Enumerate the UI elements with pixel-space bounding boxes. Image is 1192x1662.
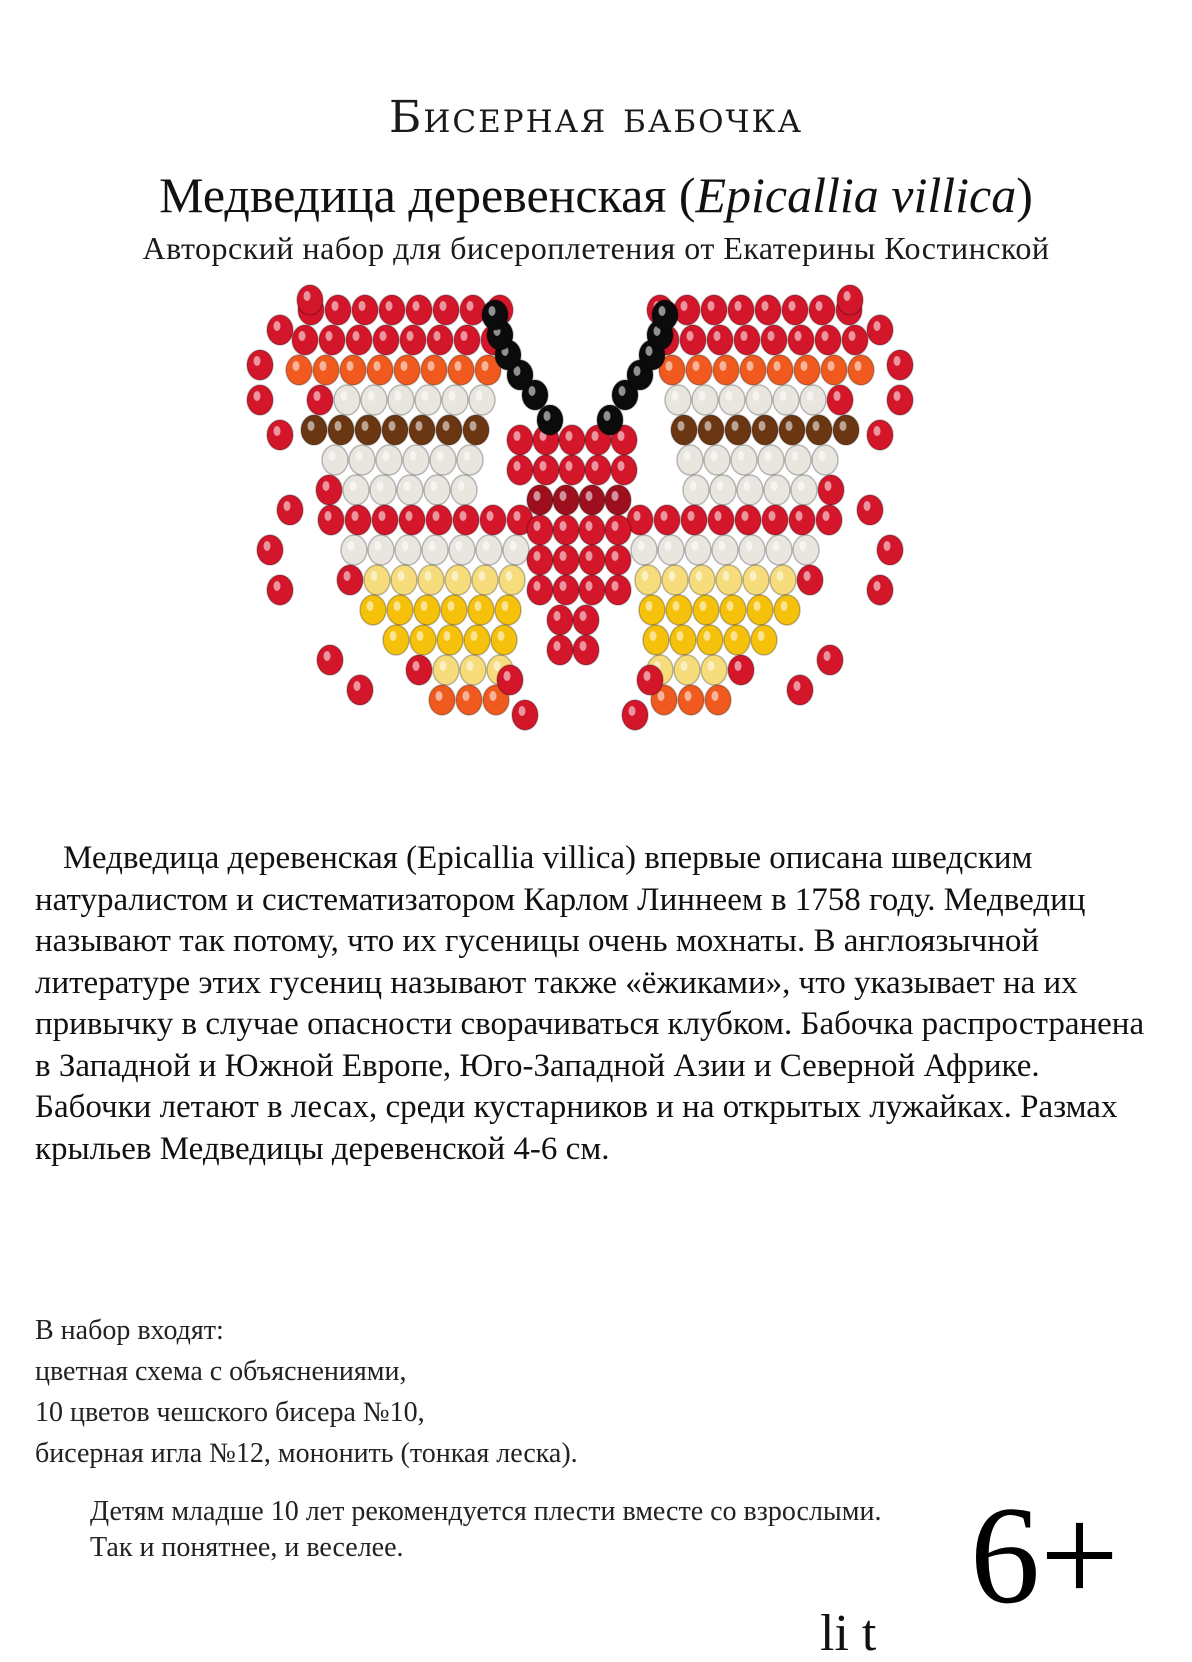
bead — [497, 665, 523, 695]
bead — [553, 485, 579, 515]
bead — [460, 655, 486, 685]
bead — [674, 655, 700, 685]
bead — [678, 685, 704, 715]
bead — [652, 300, 678, 330]
note-line: Детям младше 10 лет рекомендуется плести вместе со взрослыми. — [90, 1496, 882, 1527]
bead — [637, 665, 663, 695]
bead — [464, 625, 490, 655]
bead — [382, 415, 408, 445]
bead — [597, 405, 623, 435]
bead — [267, 575, 293, 605]
bead — [406, 655, 432, 685]
bead — [761, 325, 787, 355]
bead — [368, 535, 394, 565]
bead — [681, 505, 707, 535]
bead — [319, 325, 345, 355]
bead — [791, 475, 817, 505]
bead — [842, 325, 868, 355]
bead — [747, 595, 773, 625]
bead — [388, 385, 414, 415]
bead — [782, 295, 808, 325]
bead — [507, 455, 533, 485]
main-title — [0, 166, 1192, 224]
bead — [779, 415, 805, 445]
bead — [710, 475, 736, 505]
bead — [585, 455, 611, 485]
bead — [666, 595, 692, 625]
bead — [364, 565, 390, 595]
main-title-latin-name: Epicallia villica — [695, 167, 1017, 223]
bead — [527, 575, 553, 605]
bead — [379, 295, 405, 325]
decorative-title: Бисерная бабочка — [389, 92, 803, 143]
bead — [454, 325, 480, 355]
bead — [818, 475, 844, 505]
bead — [705, 685, 731, 715]
bead — [441, 595, 467, 625]
bead — [476, 535, 502, 565]
bead — [611, 455, 637, 485]
bead — [376, 445, 402, 475]
subtitle: Авторский набор для бисероплетения от Екатерины Костинской — [142, 230, 1050, 266]
bead — [394, 355, 420, 385]
bead — [457, 445, 483, 475]
bead — [267, 315, 293, 345]
bead — [442, 385, 468, 415]
bead — [355, 415, 381, 445]
bead — [527, 515, 553, 545]
bead — [328, 415, 354, 445]
bead — [751, 625, 777, 655]
bead — [662, 565, 688, 595]
bead — [373, 325, 399, 355]
bead — [527, 545, 553, 575]
bead — [665, 385, 691, 415]
bead — [292, 325, 318, 355]
age-recommendation-note — [90, 1494, 1070, 1566]
bead — [267, 420, 293, 450]
bead — [468, 595, 494, 625]
note-line: Так и понятнее, и веселее. — [90, 1532, 404, 1563]
bead — [547, 605, 573, 635]
bead — [654, 505, 680, 535]
bead — [764, 475, 790, 505]
bead — [360, 595, 386, 625]
bead — [800, 385, 826, 415]
bead — [837, 285, 863, 315]
bead — [406, 295, 432, 325]
bead — [480, 505, 506, 535]
bead — [685, 535, 711, 565]
bead — [701, 655, 727, 685]
bead — [680, 325, 706, 355]
bead — [451, 475, 477, 505]
bead — [512, 700, 538, 730]
kit-contents — [35, 1310, 1035, 1474]
bead — [692, 385, 718, 415]
bead — [867, 420, 893, 450]
bead — [677, 445, 703, 475]
bead — [318, 505, 344, 535]
bead — [370, 475, 396, 505]
bead — [579, 545, 605, 575]
kit-heading: В набор входят: — [35, 1315, 224, 1346]
bead — [463, 415, 489, 445]
bead — [728, 295, 754, 325]
bead — [809, 295, 835, 325]
bead — [731, 445, 757, 475]
bead — [247, 385, 273, 415]
bead — [507, 425, 533, 455]
bead — [693, 595, 719, 625]
bead — [573, 605, 599, 635]
bead — [415, 385, 441, 415]
bead — [816, 505, 842, 535]
bead — [579, 485, 605, 515]
bead — [728, 655, 754, 685]
bottom-cropped-text: li t — [820, 1605, 877, 1662]
bead — [579, 515, 605, 545]
bead — [793, 535, 819, 565]
bead — [395, 535, 421, 565]
bead — [697, 625, 723, 655]
bead — [797, 565, 823, 595]
kit-item: 10 цветов чешского бисера №10, — [35, 1397, 425, 1428]
description-paragraph: Медведица деревенская (Epicallia villica) впервые описана шведским натуралистом и систематизатором Карлом Линнеем в 1758 году. Медведиц называют так потому, что их гусеницы очень мохнаты. В англоязычной литературе этих гусениц называют также «ёжиками», что указывает на их привычку в случае опасности сворачиваться клубком. Бабочка распространена в Западной и Южной Европе, Юго-Западной Азии и Северной Африке. Бабочки летают в лесах, среди кустарников и на открытых лужайках. Размах крыльев Медведицы деревенской 4-6 см. — [35, 840, 1145, 1167]
bead — [877, 535, 903, 565]
bead — [579, 575, 605, 605]
bead — [456, 685, 482, 715]
bead — [787, 675, 813, 705]
bead — [867, 315, 893, 345]
bead — [553, 545, 579, 575]
bead — [433, 655, 459, 685]
bead — [762, 505, 788, 535]
bead — [743, 565, 769, 595]
bead — [622, 700, 648, 730]
bead — [789, 505, 815, 535]
bead — [720, 595, 746, 625]
bead — [397, 475, 423, 505]
bead — [686, 355, 712, 385]
bead — [701, 295, 727, 325]
bead — [821, 355, 847, 385]
bead — [559, 425, 585, 455]
bead — [414, 595, 440, 625]
bead — [774, 595, 800, 625]
bead — [725, 415, 751, 445]
bead — [313, 355, 339, 385]
bead — [827, 385, 853, 415]
bead — [573, 635, 599, 665]
bead — [559, 455, 585, 485]
age-rating-badge: 6+ — [970, 1478, 1119, 1633]
bead — [752, 415, 778, 445]
bead — [708, 505, 734, 535]
bead — [387, 595, 413, 625]
bead — [734, 325, 760, 355]
bead — [785, 445, 811, 475]
bead — [553, 515, 579, 545]
bead — [887, 350, 913, 380]
bead — [806, 415, 832, 445]
kit-item: цветная схема с объяснениями, — [35, 1356, 407, 1387]
bead — [307, 385, 333, 415]
bead — [857, 495, 883, 525]
bead — [553, 575, 579, 605]
bead — [325, 295, 351, 325]
bead — [383, 625, 409, 655]
bead — [372, 505, 398, 535]
bead — [670, 625, 696, 655]
bead — [788, 325, 814, 355]
bead — [472, 565, 498, 595]
bead — [737, 475, 763, 505]
bead — [343, 475, 369, 505]
bead — [527, 485, 553, 515]
bead — [758, 445, 784, 475]
bead — [867, 575, 893, 605]
bead — [433, 295, 459, 325]
bead — [422, 535, 448, 565]
bead — [345, 505, 371, 535]
bead — [812, 445, 838, 475]
bead — [430, 445, 456, 475]
bead — [724, 625, 750, 655]
bead — [815, 325, 841, 355]
bead — [635, 565, 661, 595]
bead — [453, 505, 479, 535]
bead — [367, 355, 393, 385]
bead — [605, 545, 631, 575]
bead — [277, 495, 303, 525]
bead — [427, 325, 453, 355]
bead — [445, 565, 471, 595]
bead — [503, 535, 529, 565]
bead — [482, 300, 508, 330]
bead — [437, 625, 463, 655]
bead — [424, 475, 450, 505]
bead — [533, 455, 559, 485]
bead — [301, 415, 327, 445]
bead — [707, 325, 733, 355]
bead — [746, 385, 772, 415]
bead — [352, 295, 378, 325]
bead — [689, 565, 715, 595]
bead — [286, 355, 312, 385]
bead — [499, 565, 525, 595]
bead — [297, 285, 323, 315]
bead — [257, 535, 283, 565]
bead — [403, 445, 429, 475]
bead — [469, 385, 495, 415]
bead — [334, 385, 360, 415]
butterfly-illustration — [130, 270, 1030, 790]
bead — [740, 355, 766, 385]
bead — [766, 535, 792, 565]
bead — [491, 625, 517, 655]
bead — [400, 325, 426, 355]
bead — [322, 445, 348, 475]
kit-item: бисерная игла №12, мононить (тонкая леска). — [35, 1438, 578, 1469]
bead — [833, 415, 859, 445]
bead — [399, 505, 425, 535]
bead — [712, 535, 738, 565]
bead — [605, 485, 631, 515]
bead — [337, 565, 363, 595]
bead — [683, 475, 709, 505]
bead — [361, 385, 387, 415]
bead — [770, 565, 796, 595]
bead — [247, 350, 273, 380]
bead — [605, 515, 631, 545]
bead — [755, 295, 781, 325]
bead — [767, 355, 793, 385]
bead — [739, 535, 765, 565]
bead — [349, 445, 375, 475]
bead — [421, 355, 447, 385]
main-title-suffix: ) — [1016, 167, 1033, 223]
bead — [671, 415, 697, 445]
bead — [449, 535, 475, 565]
bead — [391, 565, 417, 595]
bead — [794, 355, 820, 385]
bead — [658, 535, 684, 565]
bead — [418, 565, 444, 595]
bead — [429, 685, 455, 715]
bead — [773, 385, 799, 415]
bead — [426, 505, 452, 535]
bead — [537, 405, 563, 435]
bead — [341, 535, 367, 565]
bead — [347, 675, 373, 705]
bead — [719, 385, 745, 415]
bead — [316, 475, 342, 505]
bead — [817, 645, 843, 675]
bead — [495, 595, 521, 625]
bead — [716, 565, 742, 595]
bead — [340, 355, 366, 385]
bead — [631, 535, 657, 565]
bead — [704, 445, 730, 475]
bead — [448, 355, 474, 385]
bead — [713, 355, 739, 385]
bead — [848, 355, 874, 385]
bead — [409, 415, 435, 445]
bead — [735, 505, 761, 535]
bead — [698, 415, 724, 445]
main-title-prefix: Медведица деревенская ( — [159, 167, 696, 223]
bead — [410, 625, 436, 655]
bead — [605, 575, 631, 605]
bead — [317, 645, 343, 675]
bead — [639, 595, 665, 625]
bead — [436, 415, 462, 445]
beaded-butterfly-photo — [130, 270, 1030, 790]
bead — [547, 635, 573, 665]
bead — [346, 325, 372, 355]
bead — [887, 385, 913, 415]
bead — [643, 625, 669, 655]
